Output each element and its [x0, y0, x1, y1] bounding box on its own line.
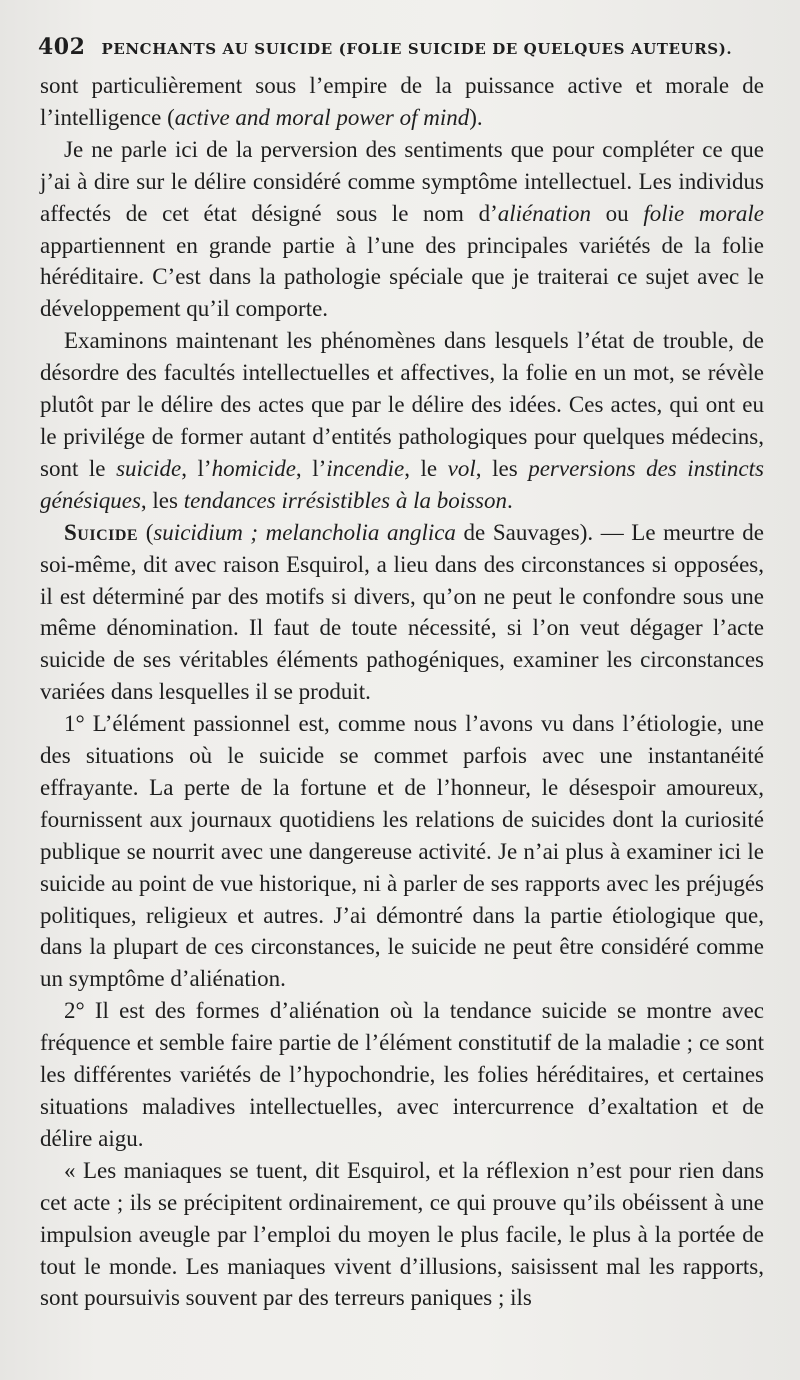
- paragraph-5: 1° L’élément passionnel est, comme nous l’avons vu dans l’étiologie, une des situations où le suicide se commet parfois avec une instantanéité effrayante. La perte de la fortune et de l’honneur, le désespoir amoureux, fournissent aux journaux quotidiens les relations de suicides dont la curiosité publique se nourrit avec une dangereuse activité. Je n’ai plus à examiner ici le suicide au point de vue historique, ni à parler de ses rapports avec les préjugés politiques, religieux et autres. J’ai démontré dans la partie étiologique que, dans la plupart de ces circonstances, le suicide ne peut être considéré comme un symptôme d’aliénation.: [40, 711, 764, 992]
- paragraph-2: Je ne parle ici de la perversion des sentiments que pour compléter ce que j’ai à dire sur le délire considéré comme symptôme intellectuel. Les individus affectés de cet état désigné sous le nom d’aliénation ou folie morale appartiennent en grande partie à l’une des principales variétés de la folie héréditaire. C’est dans la pathologie spéciale que je traiterai ce sujet avec le développement qu’il comporte.: [40, 136, 764, 322]
- paragraph-suicide: Suicide (suicidium ; melancholia anglica de Sauvages). — Le meurtre de soi-même, dit avec raison Esquirol, a lieu dans des circonstances si opposées, il est déterminé par des motifs si divers, qu’on ne peut le confondre sous une même dénomination. Il faut de toute nécessité, si l’on veut dégager l’acte suicide de ses véritables éléments pathogéniques, examiner les circonstances variées dans lesquelles il se produit.: [40, 519, 764, 705]
- paragraph-7: « Les maniaques se tuent, dit Esquirol, et la réflexion n’est pour rien dans cet acte ; ils se précipitent ordinairement, ce qui prouve qu’ils obéissent à une impulsion aveugle par l’emploi du moyen le plus facile, le plus à la portée de tout le monde. Les maniaques vivent d’illusions, saisissent mal les rapports, sont poursuivis souvent par des terreurs paniques ; ils: [40, 1157, 764, 1311]
- page-header: [38, 34, 768, 68]
- paragraph-6: 2° Il est des formes d’aliénation où la tendance suicide se montre avec fréquence et semble faire partie de l’élément constitutif de la maladie ; ce sont les différentes variétés de l’hypochondrie, les folies héréditaires, et certaines situations maladives intellectuelles, avec intercurrence d’exaltation et de délire aigu.: [40, 998, 764, 1151]
- section-lead-suicide: Suicide: [64, 519, 139, 545]
- page-number: 402: [38, 34, 86, 60]
- body-text: [40, 70, 764, 1314]
- paragraph-1: sont particulièrement sous l’empire de la puissance active et morale de l’intelligence (active and moral power of mind).: [40, 73, 764, 130]
- paragraph-3: Examinons maintenant les phénomènes dans lesquels l’état de trouble, de désordre des facultés intellectuelles et affectives, la folie en un mot, se révèle plutôt par le délire des actes que par le délire des idées. Ces actes, qui ont eu le privilége de former autant d’entités pathologiques pour quelques médecins, sont le suicide, l’homicide, l’incendie, le vol, les perversions des instincts génésiques, les tendances irrésistibles à la boisson.: [40, 328, 764, 513]
- running-head: PENCHANTS AU SUICIDE (FOLIE SUICIDE DE QUELQUES AUTEURS).: [101, 40, 733, 58]
